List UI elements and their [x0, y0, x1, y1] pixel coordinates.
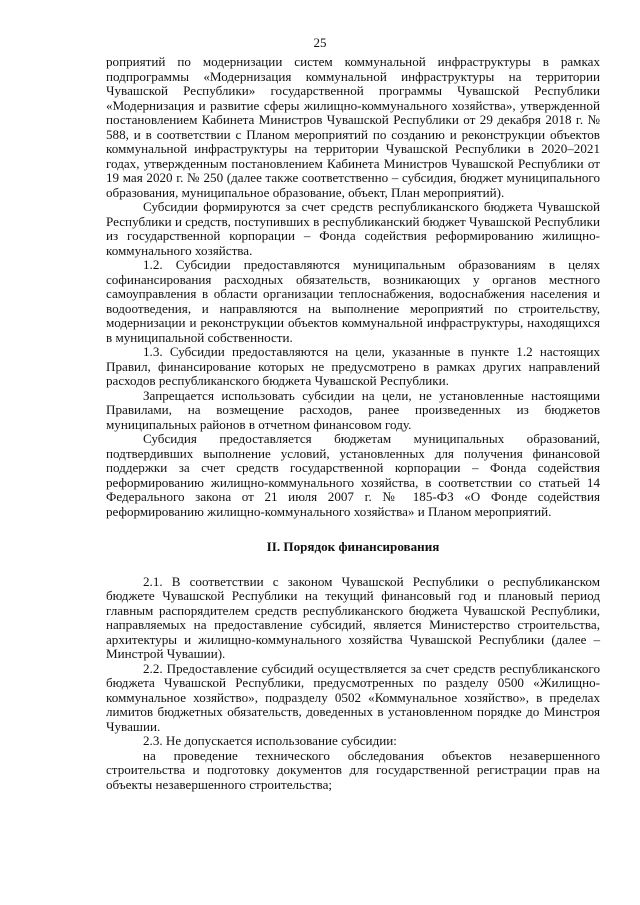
paragraph: 1.3. Субсидии предоставляются на цели, указанные в пункте 1.2 настоящих Правил, финансирование которых не предусмотрено в рамках других направлений расходов республиканского бюджета Чувашской Республики.	[106, 344, 600, 388]
paragraph: роприятий по модернизации систем коммунальной инфраструктуры в рамках подпрограммы «Модернизация коммунальной инфраструктуры на территории Чувашской Республики» государственной программы Чувашской Республики «Модернизация и развитие сферы жилищно-коммунального хозяйства», утвержденной постановлением Кабинета Министров Чувашской Республики от 29 декабря 2018 г. № 588, и в соответствии с Планом мероприятий по созданию и реконструкции объектов коммунальной инфраструктуры на территории Чувашской Республики в 2020–2021 годах, утвержденным постановлением Кабинета Министров Чувашской Республики от 19 мая 2020 г. № 250 (далее также соответственно – субсидия, бюджет муниципального образования, муниципальное образование, объект, План мероприятий).	[106, 54, 600, 200]
document-body	[106, 55, 600, 792]
page-number: 25	[313, 35, 327, 50]
paragraph: 2.1. В соответствии с законом Чувашской Республики о республиканском бюджете Чувашской Республики на текущий финансовый год и плановый период главным распорядителем средств республиканского бюджета Чувашской Республики, направляемых на предоставление субсидий, является Министерство строительства, архитектуры и жилищно-коммунального хозяйства Чувашской Республики (далее – Минстрой Чувашии).	[106, 573, 600, 661]
paragraph: Субсидии формируются за счет средств республиканского бюджета Чувашской Республики и средств, поступивших в республиканский бюджет Чувашской Республики из государственной корпорации – Фонда содействия реформированию жилищно-коммунального хозяйства.	[106, 199, 600, 258]
paragraph: Субсидия предоставляется бюджетам муниципальных образований, подтвердивших выполнение условий, установленных для получения финансовой поддержки за счет средств государственной корпорации – Фонда содействия реформированию жилищно-коммунального хозяйства, в соответствии со статьей 14 Федерального закона от 21 июля 2007 г. № 185-ФЗ «О Фонде содействия реформированию жилищно-коммунального хозяйства» и Планом мероприятий.	[106, 431, 600, 519]
paragraph: на проведение технического обследования объектов незавершенного строительства и подготовку документов для государственной регистрации прав на объекты незавершенного строительства;	[106, 747, 600, 792]
paragraph: 1.2. Субсидии предоставляются муниципальным образованиям в целях софинансирования расходных обязательств, возникающих у органов местного самоуправления в области организации теплоснабжения, водоснабжения населения и водоотведения, и направляются на выполнение мероприятий по строительству, модернизации и реконструкции объектов коммунальной инфраструктуры, находящихся в муниципальной собственности.	[106, 257, 600, 345]
paragraph: Запрещается использовать субсидии на цели, не установленные настоящими Правилами, на возмещение расходов, ранее произведенных из бюджетов муниципальных районов в отчетном финансовом году.	[106, 387, 600, 432]
paragraph: 2.2. Предоставление субсидий осуществляется за счет средств республиканского бюджета Чувашской Республики, предусмотренных по разделу 0500 «Жилищно-коммунальное хозяйство», подразделу 0502 «Коммунальное хозяйство», в пределах лимитов бюджетных обязательств, доведенных в установленном порядке до Минстроя Чувашии.	[106, 660, 600, 734]
section-heading: II. Порядок финансирования	[266, 539, 440, 554]
paragraph: 2.3. Не допускается использование субсидии:	[143, 733, 397, 748]
